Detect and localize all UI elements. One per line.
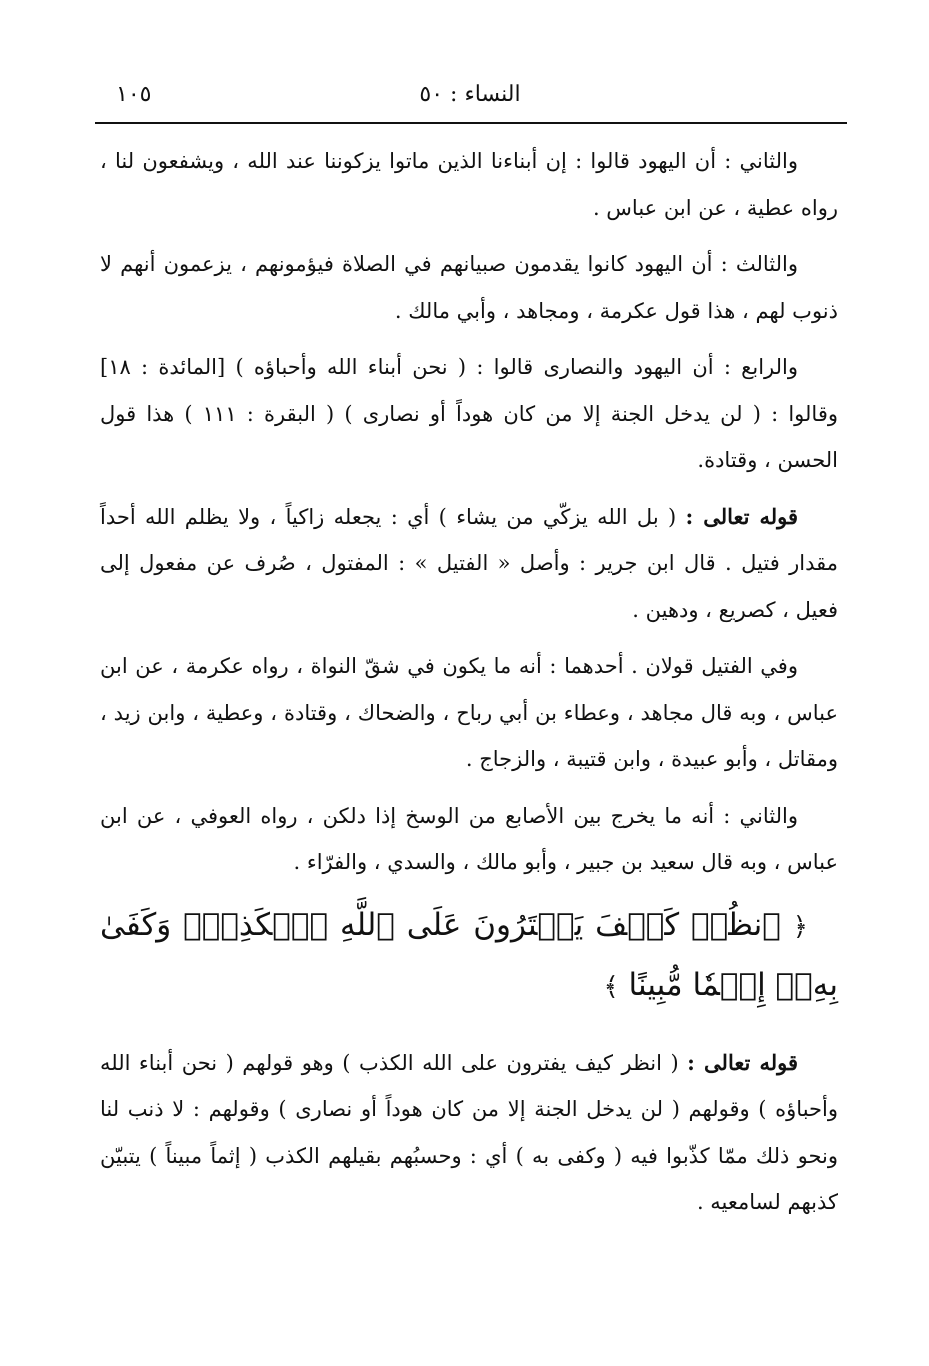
paragraph-text: والثاني : أن اليهود قالوا : إن أبناءنا الذين ماتوا يزكوننا عند الله ، ويشفعون لنا ، رواه عطية ، عن ابن عباس . (100, 149, 838, 220)
surah-reference: النساء : ٥٠ (419, 82, 521, 107)
verse-close-bracket: ﴾ (603, 971, 619, 1002)
paragraph-text: والثالث : أن اليهود كانوا يقدمون صبيانهم في الصلاة فيؤمونهم ، يزعمون أنهم لا ذنوب لهم ، هذا قول عكرمة ، ومجاهد ، وأبي مالك . (100, 252, 838, 323)
paragraph-lead: قوله تعالى : (685, 503, 798, 529)
paragraph-commentary-tazkiya (100, 494, 838, 634)
paragraph-text: والثاني : أنه ما يخرج بين الأصابع من الوسخ إذا دلكن ، رواه العوفي ، عن ابن عباس ، وبه قال سعيد بن جبير ، وأبو مالك ، والسدي ، والفرّاء . (100, 803, 838, 874)
paragraph-fateel-first (100, 643, 838, 783)
paragraph-second-opinion (100, 138, 838, 231)
paragraph-fourth-opinion (100, 344, 838, 484)
verse-text: ٱنظُرۡ كَيۡفَ يَفۡتَرُونَ عَلَى ٱللَّهِ ٱلۡكَذِبَۖ وَكَفَىٰ بِهِۦٓ إِثۡمٗا مُّبِينًا (100, 906, 838, 1003)
verse-open-bracket: ﴿ (792, 911, 808, 942)
paragraph-text: ( بل الله يزكّي من يشاء ) أي : يجعله زاكياً ، ولا يظلم الله أحداً مقدار فتيل . قال ابن جرير : وأصل « الفتيل » : المفتول ، صُرف عن مفعول إلى فعيل ، كصريع ، ودهين . (100, 504, 838, 622)
header-rule (95, 122, 847, 124)
paragraph-third-opinion (100, 241, 838, 334)
paragraph-text: ( انظر كيف يفترون على الله الكذب ) وهو قولهم ( نحن أبناء الله وأحباؤه ) وقولهم ( لن يدخل الجنة إلا من كان هوداً أو نصارى ) وقولهم : لا ذنب لنا ونحو ذلك ممّا كذّبوا فيه ( وكفى به ) أي : وحسبُهم بقيلهم الكذب ( إثماً مبيناً ) يتبيّن كذبهم لسامعيه . (100, 1050, 838, 1214)
paragraph-fateel-second (100, 793, 838, 886)
page-number: ١٠٥ (116, 82, 152, 107)
paragraph-text: والرابع : أن اليهود والنصارى قالوا : ( نحن أبناء الله وأحباؤه ) [المائدة : ١٨] وقالوا : ( لن يدخل الجنة إلا من كان هوداً أو نصارى ) ( البقرة : ١١١ ) هذا قول الحسن ، وقتادة. (100, 355, 838, 472)
paragraph-verse-commentary (100, 1040, 838, 1226)
paragraph-lead: قوله تعالى : (687, 1049, 798, 1075)
page-body (100, 138, 838, 1236)
quran-verse (100, 896, 838, 1016)
paragraph-text: وفي الفتيل قولان . أحدهما : أنه ما يكون في شقّ النواة ، رواه عكرمة ، عن ابن عباس ، وبه قال مجاهد ، وعطاء بن أبي رباح ، والضحاك ، وقتادة ، وعطية ، وابن زيد ، ومقاتل ، وأبو عبيدة ، وابن قتيبة ، والزجاج . (100, 654, 838, 771)
